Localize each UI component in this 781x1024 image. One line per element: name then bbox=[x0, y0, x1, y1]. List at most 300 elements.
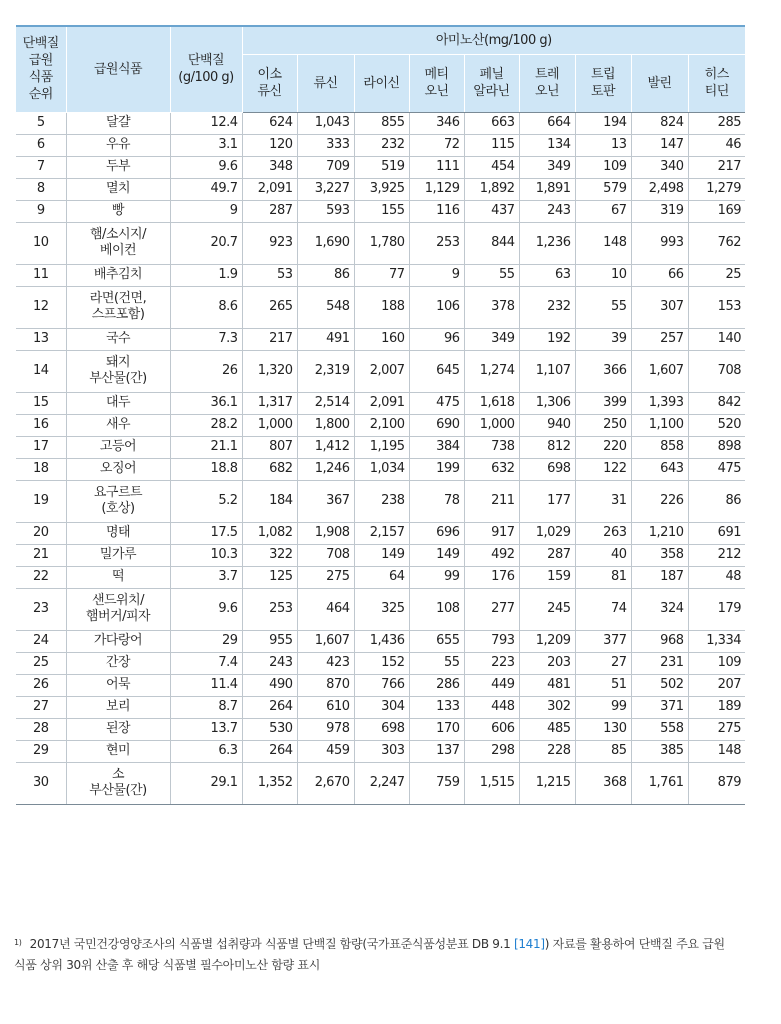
table-row bbox=[16, 222, 745, 264]
footnote-text-after: ) 자료를 활용하여 단백질 주요 급원식품 상위 30위 산출 후 해당 식품별 필수아미노산 함량 표시 bbox=[14, 937, 725, 972]
cell-amino-value: 917 bbox=[464, 522, 519, 544]
cell-food: 요구르트 (호상) bbox=[66, 480, 170, 522]
cell-amino-value: 243 bbox=[242, 652, 297, 674]
cell-amino-value: 520 bbox=[688, 414, 745, 436]
cell-protein: 29.1 bbox=[170, 762, 242, 804]
cell-amino-value: 1,236 bbox=[519, 222, 575, 264]
cell-amino-value: 759 bbox=[409, 762, 464, 804]
table-row bbox=[16, 674, 745, 696]
cell-amino-value: 10 bbox=[575, 264, 631, 286]
cell-amino-value: 2,091 bbox=[354, 392, 409, 414]
cell-amino-value: 698 bbox=[519, 458, 575, 480]
cell-rank: 28 bbox=[16, 718, 66, 740]
table-row bbox=[16, 328, 745, 350]
cell-amino-value: 1,279 bbox=[688, 178, 745, 200]
cell-amino-value: 807 bbox=[242, 436, 297, 458]
cell-amino-value: 530 bbox=[242, 718, 297, 740]
amino-acid-table bbox=[16, 25, 745, 805]
cell-amino-value: 490 bbox=[242, 674, 297, 696]
cell-amino-value: 1,129 bbox=[409, 178, 464, 200]
cell-amino-value: 2,498 bbox=[631, 178, 688, 200]
cell-amino-value: 48 bbox=[688, 566, 745, 588]
cell-amino-value: 187 bbox=[631, 566, 688, 588]
cell-amino-value: 2,514 bbox=[297, 392, 354, 414]
footnote-reference-link[interactable]: [141] bbox=[513, 937, 545, 951]
table-row bbox=[16, 112, 745, 134]
cell-amino-value: 152 bbox=[354, 652, 409, 674]
cell-food: 햄/소시지/ 베이컨 bbox=[66, 222, 170, 264]
cell-amino-value: 898 bbox=[688, 436, 745, 458]
cell-amino-value: 116 bbox=[409, 200, 464, 222]
cell-food: 보리 bbox=[66, 696, 170, 718]
cell-rank: 26 bbox=[16, 674, 66, 696]
cell-amino-value: 53 bbox=[242, 264, 297, 286]
cell-amino-value: 55 bbox=[409, 652, 464, 674]
cell-rank: 23 bbox=[16, 588, 66, 630]
cell-amino-value: 548 bbox=[297, 286, 354, 328]
cell-amino-value: 449 bbox=[464, 674, 519, 696]
cell-amino-value: 207 bbox=[688, 674, 745, 696]
cell-amino-value: 385 bbox=[631, 740, 688, 762]
cell-rank: 7 bbox=[16, 156, 66, 178]
cell-amino-value: 115 bbox=[464, 134, 519, 156]
cell-protein: 3.7 bbox=[170, 566, 242, 588]
cell-food: 라면(건면, 스프포함) bbox=[66, 286, 170, 328]
cell-amino-value: 698 bbox=[354, 718, 409, 740]
cell-amino-value: 176 bbox=[464, 566, 519, 588]
cell-amino-value: 86 bbox=[297, 264, 354, 286]
cell-protein: 3.1 bbox=[170, 134, 242, 156]
cell-amino-value: 111 bbox=[409, 156, 464, 178]
cell-amino-value: 147 bbox=[631, 134, 688, 156]
cell-amino-value: 133 bbox=[409, 696, 464, 718]
cell-protein: 8.7 bbox=[170, 696, 242, 718]
cell-amino-value: 245 bbox=[519, 588, 575, 630]
header-amino-tryptophan: 트립 토판 bbox=[575, 54, 631, 112]
cell-amino-value: 491 bbox=[297, 328, 354, 350]
cell-food: 샌드위치/ 햄버거/피자 bbox=[66, 588, 170, 630]
cell-amino-value: 148 bbox=[688, 740, 745, 762]
cell-amino-value: 1,618 bbox=[464, 392, 519, 414]
cell-amino-value: 263 bbox=[575, 522, 631, 544]
cell-amino-value: 86 bbox=[688, 480, 745, 522]
cell-food: 가다랑어 bbox=[66, 630, 170, 652]
cell-amino-value: 610 bbox=[297, 696, 354, 718]
cell-amino-value: 55 bbox=[464, 264, 519, 286]
cell-amino-value: 179 bbox=[688, 588, 745, 630]
cell-rank: 13 bbox=[16, 328, 66, 350]
table-row bbox=[16, 718, 745, 740]
cell-amino-value: 212 bbox=[688, 544, 745, 566]
cell-amino-value: 632 bbox=[464, 458, 519, 480]
cell-amino-value: 2,247 bbox=[354, 762, 409, 804]
cell-food: 밀가루 bbox=[66, 544, 170, 566]
cell-amino-value: 275 bbox=[688, 718, 745, 740]
cell-amino-value: 203 bbox=[519, 652, 575, 674]
cell-amino-value: 303 bbox=[354, 740, 409, 762]
cell-amino-value: 1,908 bbox=[297, 522, 354, 544]
cell-protein: 1.9 bbox=[170, 264, 242, 286]
cell-amino-value: 130 bbox=[575, 718, 631, 740]
cell-amino-value: 3,227 bbox=[297, 178, 354, 200]
cell-rank: 8 bbox=[16, 178, 66, 200]
cell-amino-value: 1,043 bbox=[297, 112, 354, 134]
cell-amino-value: 39 bbox=[575, 328, 631, 350]
cell-protein: 9.6 bbox=[170, 588, 242, 630]
cell-amino-value: 85 bbox=[575, 740, 631, 762]
cell-amino-value: 824 bbox=[631, 112, 688, 134]
cell-amino-value: 1,246 bbox=[297, 458, 354, 480]
cell-amino-value: 855 bbox=[354, 112, 409, 134]
cell-amino-value: 257 bbox=[631, 328, 688, 350]
cell-amino-value: 1,000 bbox=[242, 414, 297, 436]
cell-amino-value: 120 bbox=[242, 134, 297, 156]
cell-amino-value: 993 bbox=[631, 222, 688, 264]
cell-amino-value: 1,215 bbox=[519, 762, 575, 804]
cell-amino-value: 149 bbox=[354, 544, 409, 566]
cell-amino-value: 606 bbox=[464, 718, 519, 740]
cell-amino-value: 2,100 bbox=[354, 414, 409, 436]
cell-amino-value: 2,091 bbox=[242, 178, 297, 200]
cell-amino-value: 277 bbox=[464, 588, 519, 630]
cell-amino-value: 709 bbox=[297, 156, 354, 178]
cell-amino-value: 645 bbox=[409, 350, 464, 392]
cell-amino-value: 109 bbox=[575, 156, 631, 178]
cell-amino-value: 67 bbox=[575, 200, 631, 222]
cell-amino-value: 371 bbox=[631, 696, 688, 718]
cell-rank: 9 bbox=[16, 200, 66, 222]
cell-amino-value: 137 bbox=[409, 740, 464, 762]
cell-protein: 49.7 bbox=[170, 178, 242, 200]
cell-amino-value: 199 bbox=[409, 458, 464, 480]
cell-protein: 21.1 bbox=[170, 436, 242, 458]
cell-amino-value: 140 bbox=[688, 328, 745, 350]
cell-amino-value: 298 bbox=[464, 740, 519, 762]
cell-amino-value: 304 bbox=[354, 696, 409, 718]
cell-amino-value: 66 bbox=[631, 264, 688, 286]
cell-amino-value: 275 bbox=[297, 566, 354, 588]
cell-protein: 9.6 bbox=[170, 156, 242, 178]
cell-amino-value: 3,925 bbox=[354, 178, 409, 200]
cell-amino-value: 454 bbox=[464, 156, 519, 178]
header-amino-valine: 발린 bbox=[631, 54, 688, 112]
cell-amino-value: 368 bbox=[575, 762, 631, 804]
cell-amino-value: 844 bbox=[464, 222, 519, 264]
cell-amino-value: 1,306 bbox=[519, 392, 575, 414]
table-row bbox=[16, 350, 745, 392]
cell-amino-value: 302 bbox=[519, 696, 575, 718]
cell-amino-value: 160 bbox=[354, 328, 409, 350]
cell-amino-value: 211 bbox=[464, 480, 519, 522]
cell-amino-value: 51 bbox=[575, 674, 631, 696]
cell-amino-value: 481 bbox=[519, 674, 575, 696]
cell-amino-value: 1,393 bbox=[631, 392, 688, 414]
cell-amino-value: 378 bbox=[464, 286, 519, 328]
cell-food: 멸치 bbox=[66, 178, 170, 200]
cell-amino-value: 159 bbox=[519, 566, 575, 588]
cell-amino-value: 663 bbox=[464, 112, 519, 134]
cell-amino-value: 593 bbox=[297, 200, 354, 222]
cell-amino-value: 155 bbox=[354, 200, 409, 222]
cell-protein: 13.7 bbox=[170, 718, 242, 740]
cell-amino-value: 858 bbox=[631, 436, 688, 458]
header-amino-lysine: 라이신 bbox=[354, 54, 409, 112]
cell-amino-value: 643 bbox=[631, 458, 688, 480]
cell-amino-value: 367 bbox=[297, 480, 354, 522]
cell-amino-value: 55 bbox=[575, 286, 631, 328]
cell-protein: 5.2 bbox=[170, 480, 242, 522]
cell-amino-value: 1,334 bbox=[688, 630, 745, 652]
cell-amino-value: 664 bbox=[519, 112, 575, 134]
cell-amino-value: 1,607 bbox=[631, 350, 688, 392]
cell-amino-value: 253 bbox=[409, 222, 464, 264]
cell-amino-value: 1,210 bbox=[631, 522, 688, 544]
cell-amino-value: 691 bbox=[688, 522, 745, 544]
cell-amino-value: 27 bbox=[575, 652, 631, 674]
table-row bbox=[16, 264, 745, 286]
cell-amino-value: 228 bbox=[519, 740, 575, 762]
footnote bbox=[14, 934, 734, 976]
cell-amino-value: 696 bbox=[409, 522, 464, 544]
cell-amino-value: 1,761 bbox=[631, 762, 688, 804]
cell-amino-value: 459 bbox=[297, 740, 354, 762]
cell-amino-value: 122 bbox=[575, 458, 631, 480]
cell-amino-value: 25 bbox=[688, 264, 745, 286]
cell-amino-value: 558 bbox=[631, 718, 688, 740]
cell-amino-value: 149 bbox=[409, 544, 464, 566]
cell-amino-value: 358 bbox=[631, 544, 688, 566]
cell-amino-value: 690 bbox=[409, 414, 464, 436]
table-row bbox=[16, 436, 745, 458]
cell-amino-value: 286 bbox=[409, 674, 464, 696]
cell-protein: 17.5 bbox=[170, 522, 242, 544]
cell-rank: 20 bbox=[16, 522, 66, 544]
cell-amino-value: 1,317 bbox=[242, 392, 297, 414]
cell-rank: 21 bbox=[16, 544, 66, 566]
cell-rank: 19 bbox=[16, 480, 66, 522]
table-row bbox=[16, 200, 745, 222]
cell-amino-value: 978 bbox=[297, 718, 354, 740]
cell-amino-value: 188 bbox=[354, 286, 409, 328]
cell-food: 달걀 bbox=[66, 112, 170, 134]
cell-protein: 6.3 bbox=[170, 740, 242, 762]
cell-amino-value: 1,100 bbox=[631, 414, 688, 436]
cell-amino-value: 423 bbox=[297, 652, 354, 674]
cell-amino-value: 250 bbox=[575, 414, 631, 436]
cell-protein: 36.1 bbox=[170, 392, 242, 414]
cell-amino-value: 322 bbox=[242, 544, 297, 566]
cell-amino-value: 1,107 bbox=[519, 350, 575, 392]
cell-food: 소 부산물(간) bbox=[66, 762, 170, 804]
cell-amino-value: 762 bbox=[688, 222, 745, 264]
header-amino-histidine: 히스 티딘 bbox=[688, 54, 745, 112]
cell-food: 떡 bbox=[66, 566, 170, 588]
header-food: 급원식품 bbox=[66, 26, 170, 112]
cell-amino-value: 519 bbox=[354, 156, 409, 178]
cell-rank: 18 bbox=[16, 458, 66, 480]
cell-amino-value: 346 bbox=[409, 112, 464, 134]
cell-amino-value: 624 bbox=[242, 112, 297, 134]
cell-amino-value: 1,000 bbox=[464, 414, 519, 436]
cell-amino-value: 63 bbox=[519, 264, 575, 286]
cell-amino-value: 2,007 bbox=[354, 350, 409, 392]
cell-food: 어묵 bbox=[66, 674, 170, 696]
table-row bbox=[16, 414, 745, 436]
cell-amino-value: 108 bbox=[409, 588, 464, 630]
cell-protein: 8.6 bbox=[170, 286, 242, 328]
cell-amino-value: 226 bbox=[631, 480, 688, 522]
cell-amino-value: 74 bbox=[575, 588, 631, 630]
footnote-mark: 1) bbox=[14, 938, 22, 947]
cell-amino-value: 1,320 bbox=[242, 350, 297, 392]
cell-amino-value: 1,352 bbox=[242, 762, 297, 804]
cell-amino-value: 348 bbox=[242, 156, 297, 178]
cell-amino-value: 940 bbox=[519, 414, 575, 436]
cell-amino-value: 793 bbox=[464, 630, 519, 652]
cell-rank: 25 bbox=[16, 652, 66, 674]
cell-amino-value: 2,670 bbox=[297, 762, 354, 804]
cell-amino-value: 485 bbox=[519, 718, 575, 740]
table-row bbox=[16, 740, 745, 762]
header-rank: 단백질 급원 식품 순위 bbox=[16, 26, 66, 112]
cell-amino-value: 437 bbox=[464, 200, 519, 222]
cell-amino-value: 78 bbox=[409, 480, 464, 522]
cell-amino-value: 1,780 bbox=[354, 222, 409, 264]
cell-food: 두부 bbox=[66, 156, 170, 178]
table-row bbox=[16, 544, 745, 566]
table-row bbox=[16, 156, 745, 178]
cell-amino-value: 243 bbox=[519, 200, 575, 222]
header-amino-leucine: 류신 bbox=[297, 54, 354, 112]
table-row bbox=[16, 480, 745, 522]
cell-amino-value: 109 bbox=[688, 652, 745, 674]
cell-amino-value: 879 bbox=[688, 762, 745, 804]
header-amino-phenylalanine: 페닐 알라닌 bbox=[464, 54, 519, 112]
header-amino-methionine: 메티 오닌 bbox=[409, 54, 464, 112]
cell-amino-value: 448 bbox=[464, 696, 519, 718]
cell-food: 국수 bbox=[66, 328, 170, 350]
cell-amino-value: 870 bbox=[297, 674, 354, 696]
cell-amino-value: 399 bbox=[575, 392, 631, 414]
cell-protein: 7.4 bbox=[170, 652, 242, 674]
cell-amino-value: 2,157 bbox=[354, 522, 409, 544]
cell-food: 대두 bbox=[66, 392, 170, 414]
cell-amino-value: 1,412 bbox=[297, 436, 354, 458]
cell-rank: 11 bbox=[16, 264, 66, 286]
cell-amino-value: 46 bbox=[688, 134, 745, 156]
cell-amino-value: 812 bbox=[519, 436, 575, 458]
table-row bbox=[16, 392, 745, 414]
header-amino-group: 아미노산(mg/100 g) bbox=[242, 26, 745, 54]
cell-rank: 29 bbox=[16, 740, 66, 762]
cell-amino-value: 325 bbox=[354, 588, 409, 630]
table-row bbox=[16, 522, 745, 544]
cell-food: 현미 bbox=[66, 740, 170, 762]
cell-amino-value: 1,034 bbox=[354, 458, 409, 480]
cell-amino-value: 1,029 bbox=[519, 522, 575, 544]
cell-amino-value: 125 bbox=[242, 566, 297, 588]
cell-amino-value: 177 bbox=[519, 480, 575, 522]
cell-amino-value: 1,515 bbox=[464, 762, 519, 804]
cell-protein: 9 bbox=[170, 200, 242, 222]
cell-protein: 7.3 bbox=[170, 328, 242, 350]
cell-food: 돼지 부산물(간) bbox=[66, 350, 170, 392]
cell-food: 된장 bbox=[66, 718, 170, 740]
cell-protein: 20.7 bbox=[170, 222, 242, 264]
cell-rank: 24 bbox=[16, 630, 66, 652]
cell-rank: 12 bbox=[16, 286, 66, 328]
table-row bbox=[16, 566, 745, 588]
cell-amino-value: 968 bbox=[631, 630, 688, 652]
cell-rank: 30 bbox=[16, 762, 66, 804]
cell-amino-value: 1,891 bbox=[519, 178, 575, 200]
cell-amino-value: 2,319 bbox=[297, 350, 354, 392]
cell-food: 빵 bbox=[66, 200, 170, 222]
cell-amino-value: 192 bbox=[519, 328, 575, 350]
cell-amino-value: 766 bbox=[354, 674, 409, 696]
cell-amino-value: 955 bbox=[242, 630, 297, 652]
cell-amino-value: 231 bbox=[631, 652, 688, 674]
cell-rank: 6 bbox=[16, 134, 66, 156]
cell-amino-value: 170 bbox=[409, 718, 464, 740]
cell-amino-value: 217 bbox=[688, 156, 745, 178]
table-header bbox=[16, 26, 745, 112]
cell-food: 명태 bbox=[66, 522, 170, 544]
cell-protein: 12.4 bbox=[170, 112, 242, 134]
cell-amino-value: 169 bbox=[688, 200, 745, 222]
cell-amino-value: 134 bbox=[519, 134, 575, 156]
cell-rank: 5 bbox=[16, 112, 66, 134]
cell-amino-value: 1,195 bbox=[354, 436, 409, 458]
footnote-text-before: 2017년 국민건강영양조사의 식품별 섭취량과 식품별 단백질 함량(국가표준식품성분표 DB 9.1 bbox=[29, 937, 514, 951]
cell-amino-value: 217 bbox=[242, 328, 297, 350]
cell-amino-value: 153 bbox=[688, 286, 745, 328]
cell-amino-value: 475 bbox=[688, 458, 745, 480]
cell-amino-value: 99 bbox=[575, 696, 631, 718]
cell-amino-value: 238 bbox=[354, 480, 409, 522]
cell-protein: 29 bbox=[170, 630, 242, 652]
cell-amino-value: 31 bbox=[575, 480, 631, 522]
cell-rank: 15 bbox=[16, 392, 66, 414]
cell-amino-value: 9 bbox=[409, 264, 464, 286]
cell-protein: 11.4 bbox=[170, 674, 242, 696]
cell-amino-value: 148 bbox=[575, 222, 631, 264]
cell-amino-value: 194 bbox=[575, 112, 631, 134]
cell-amino-value: 349 bbox=[519, 156, 575, 178]
cell-amino-value: 72 bbox=[409, 134, 464, 156]
cell-amino-value: 579 bbox=[575, 178, 631, 200]
cell-amino-value: 682 bbox=[242, 458, 297, 480]
cell-amino-value: 232 bbox=[519, 286, 575, 328]
cell-protein: 26 bbox=[170, 350, 242, 392]
cell-amino-value: 287 bbox=[242, 200, 297, 222]
cell-amino-value: 475 bbox=[409, 392, 464, 414]
table-row bbox=[16, 696, 745, 718]
cell-rank: 10 bbox=[16, 222, 66, 264]
cell-amino-value: 64 bbox=[354, 566, 409, 588]
cell-amino-value: 220 bbox=[575, 436, 631, 458]
table-row bbox=[16, 134, 745, 156]
cell-amino-value: 106 bbox=[409, 286, 464, 328]
cell-amino-value: 1,892 bbox=[464, 178, 519, 200]
header-protein: 단백질 (g/100 g) bbox=[170, 26, 242, 112]
cell-amino-value: 223 bbox=[464, 652, 519, 674]
cell-amino-value: 708 bbox=[297, 544, 354, 566]
cell-amino-value: 13 bbox=[575, 134, 631, 156]
cell-food: 배추김치 bbox=[66, 264, 170, 286]
cell-amino-value: 366 bbox=[575, 350, 631, 392]
cell-amino-value: 349 bbox=[464, 328, 519, 350]
